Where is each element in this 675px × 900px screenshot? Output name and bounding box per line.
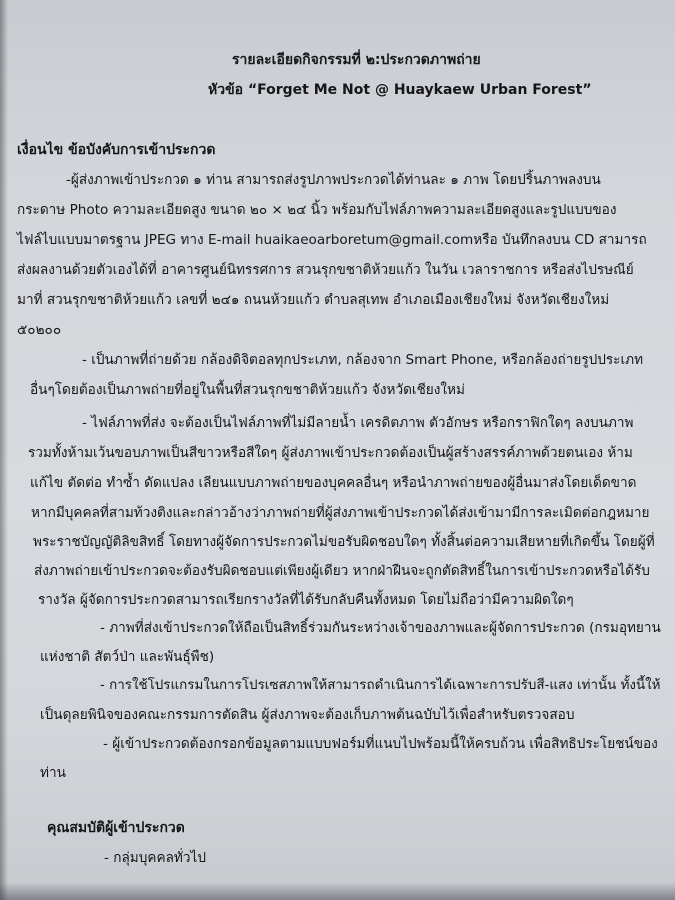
body-line: แก้ไข ตัดต่อ ทำซ้ำ ดัดแปลง เลียนแบบภาพถ่ายของบุคคลอื่นๆ หรือนำภาพถ่ายของผู้อื่นมาส่งโดยเด็ดขาด <box>30 475 637 491</box>
body-line: รวมทั้งห้ามเว้นขอบภาพเป็นสีขาวหรือสีใดๆ ผู้ส่งภาพเข้าประกวดต้องเป็นผู้สร้างสรรค์ภาพด้วยตนเอง ห้าม <box>28 445 633 461</box>
conditions-heading: เงื่อนไข ข้อบังคับการเข้าประกวด <box>17 142 216 158</box>
body-line: ส่งผลงานด้วยตัวเองได้ที่ อาคารศูนย์นิทรรศการ สวนรุกขชาติห้วยแก้ว ในวัน เวลาราชการ หรือส่งไปรษณีย์ <box>17 262 634 278</box>
body-line: ส่งภาพถ่ายเข้าประกวดจะต้องรับผิดชอบแต่เพียงผู้เดียว หากฝ่าฝืนจะถูกตัดสิทธิ์ในการเข้าประกวดหรือได้รับ <box>34 563 650 579</box>
document-subtitle: หัวข้อ “Forget Me Not @ Huaykaew Urban Forest” <box>208 82 592 98</box>
body-line: - เป็นภาพที่ถ่ายด้วย กล้องดิจิตอลทุกประเภท, กล้องจาก Smart Phone, หรือกล้องถ่ายรูปประเภท <box>82 352 644 368</box>
body-line: มาที่ สวนรุกขชาติห้วยแก้ว เลขที่ ๒๔๑ ถนนห้วยแก้ว ตำบลสุเทพ อำเภอเมืองเชียงใหม่ จังหวัดเชียงใหม่ <box>17 292 610 308</box>
body-line: - ไฟล์ภาพที่ส่ง จะต้องเป็นไฟล์ภาพที่ไม่มีลายน้ำ เครดิตภาพ ตัวอักษร หรือกราฟิกใดๆ ลงบนภาพ <box>82 415 634 431</box>
body-line: แห่งชาติ สัตว์ป่า และพันธุ์พืช) <box>40 649 215 665</box>
body-line: พระราชบัญญัติลิขสิทธิ์ โดยทางผู้จัดการประกวดไม่ขอรับผิดชอบใดๆ ทั้งสิ้นต่อความเสียหายที่เกิดขึ้น โดยผู้ที่ <box>33 534 655 550</box>
qualification-item: - กลุ่มบุคคลทั่วไป <box>104 850 206 866</box>
page-shadow <box>0 0 8 900</box>
body-line: - การใช้โปรแกรมในการโปรเซสภาพให้สามารถดำเนินการได้เฉพาะการปรับสี-แสง เท่านั้น ทั้งนี้ให้ <box>100 678 661 693</box>
body-line: ไฟล์ไบแบบมาตรฐาน JPEG ทาง E-mail huaikaeoarboretum@gmail.comหรือ บันทึกลงบน CD สามารถ <box>17 232 647 248</box>
body-line: รางวัล ผู้จัดการประกวดสามารถเรียกรางวัลที่ได้รับกลับคืนทั้งหมด โดยไม่ถือว่ามีความผิดใดๆ <box>38 592 574 608</box>
body-line: ท่าน <box>40 765 66 781</box>
document-title: รายละเอียดกิจกรรมที่ ๒:ประกวดภาพถ่าย <box>232 52 481 68</box>
page-bottom-shadow <box>0 882 675 900</box>
body-line: เป็นดุลยพินิจของคณะกรรมการตัดสิน ผู้ส่งภาพจะต้องเก็บภาพต้นฉบับไว้เพื่อสำหรับตรวจสอบ <box>40 707 575 723</box>
body-line: - ผู้เข้าประกวดต้องกรอกข้อมูลตามแบบฟอร์มที่แนบไปพร้อมนี้ให้ครบถ้วน เพื่อสิทธิประโยชน์ของ <box>103 736 658 752</box>
qualifications-heading: คุณสมบัติผู้เข้าประกวด <box>47 820 185 836</box>
body-line: อื่นๆโดยต้องเป็นภาพถ่ายที่อยู่ในพื้นที่สวนรุกขชาติห้วยแก้ว จังหวัดเชียงใหม่ <box>30 382 465 398</box>
body-line: หากมีบุคคลที่สามท้วงติงและกล่าวอ้างว่าภาพถ่ายที่ผู้ส่งภาพเข้าประกวดได้ส่งเข้ามามีการละเมิดต่อกฎหมาย <box>31 505 650 521</box>
body-line: ๕๐๒๐๐ <box>17 322 62 338</box>
body-line: กระดาษ Photo ความละเอียดสูง ขนาด ๒๐ × ๒๔ นิ้ว พร้อมกับไฟล์ภาพความละเอียดสูงและรูปแบบของ <box>17 202 617 218</box>
body-line: -ผู้ส่งภาพเข้าประกวด ๑ ท่าน สามารถส่งรูปภาพประกวดได้ท่านละ ๑ ภาพ โดยปริ้นภาพลงบน <box>66 172 601 188</box>
body-line: - ภาพที่ส่งเข้าประกวดให้ถือเป็นสิทธิ์ร่วมกันระหว่างเจ้าของภาพและผู้จัดการประกวด (กรมอุทยาน <box>100 620 661 636</box>
